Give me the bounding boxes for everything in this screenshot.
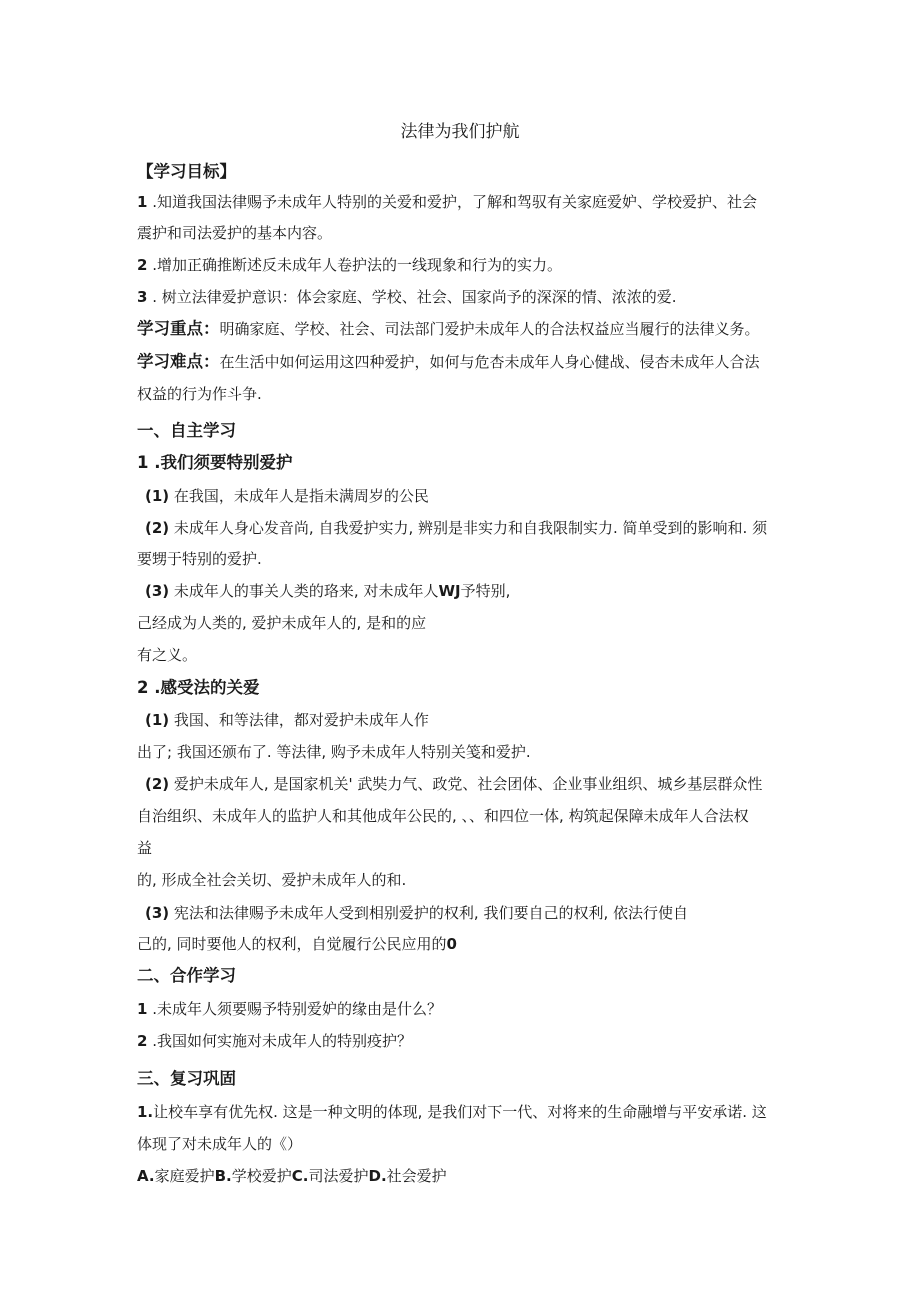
item-1-1-2-line-1 xyxy=(145,518,767,538)
subsection-1-2: 2 .感受法的关爱 xyxy=(137,678,260,697)
option-a-text: 家庭爱护 xyxy=(154,1167,215,1185)
goal-1-line-2: 震护和司法爱护的基本内容。 xyxy=(137,224,333,242)
question-2 xyxy=(137,1031,412,1051)
goal-3 xyxy=(137,287,677,307)
difficulty-line-1 xyxy=(137,352,760,372)
page-title: 法律为我们护航 xyxy=(400,122,520,142)
difficulty-label: 学习难点： xyxy=(137,352,220,371)
item-1-1-2-line-2: 要甥于特别的爱护. xyxy=(137,550,262,568)
item-1-2-1-number: (1) xyxy=(145,711,170,729)
item-1-2-3-bold: 0 xyxy=(446,935,457,953)
question-2-number: 2 xyxy=(137,1032,148,1050)
goal-2-number: 2 xyxy=(137,256,148,274)
item-1-1-3-bold: WJ xyxy=(438,582,461,600)
goal-2-text: .增加正确推断述反未成年人卷护法的一线现象和行为的实力。 xyxy=(147,256,562,274)
review-1-options xyxy=(137,1166,447,1186)
review-1-line-1 xyxy=(137,1102,767,1122)
option-c-letter: C. xyxy=(291,1167,309,1185)
option-c-text: 司法爱护 xyxy=(308,1167,369,1185)
key-point xyxy=(137,319,760,339)
goal-2 xyxy=(137,255,562,275)
item-1-2-1-text-a: 我国、和等法律，都对爱护未成年人作 xyxy=(169,711,429,729)
option-d-letter: D. xyxy=(368,1167,387,1185)
goal-3-number: 3 xyxy=(137,288,148,306)
item-1-1-2-text-a: 未成年人身心发音尚, 自我爱护实力, 辨别是非实力和自我限制实力. 简单受到的影响和. 须 xyxy=(169,519,768,537)
goal-1-line-1 xyxy=(137,192,757,212)
item-1-1-3-line-1 xyxy=(145,581,510,601)
goal-1-text-a: .知道我国法律赐予未成年人特别的关爱和爱护，了解和驾驭有关家庭爱妒、学校爱护、社会 xyxy=(147,193,757,211)
item-1-1-1-text: 在我国，未成年人是指未满周岁的公民 xyxy=(169,487,429,505)
item-1-2-1-line-2: 出了; 我国还颁布了. 等法律, 购予未成年人特别关笺和爱护. xyxy=(137,743,531,761)
item-1-2-3-text-a: 宪法和法律赐予未成年人受到相别爱护的权利, 我们要自己的权利, 依法行使自 xyxy=(169,904,689,922)
item-1-2-2-line-2: 自治组织、未成年人的监护人和其他成年公民的, 、、和四位一体, 构筑起保障未成年人合法权 xyxy=(137,807,749,825)
goals-heading: 【学习目标】 xyxy=(137,162,236,181)
section-3-heading: 三、复习巩固 xyxy=(137,1069,236,1088)
item-1-2-2-number: (2) xyxy=(145,775,170,793)
item-1-1-1-number: (1) xyxy=(145,487,170,505)
question-1 xyxy=(137,999,442,1019)
item-1-2-3-number: (3) xyxy=(145,904,170,922)
question-1-number: 1 xyxy=(137,1000,148,1018)
item-1-2-3-text-b: 己的, 同时要他人的权利，自觉履行公民应用的 xyxy=(137,935,447,953)
goal-1-number: 1 xyxy=(137,193,148,211)
item-1-2-3-line-2 xyxy=(137,934,457,954)
item-1-2-2-line-3: 益 xyxy=(137,839,153,857)
review-1-line-2: 体现了对未成年人的《） xyxy=(137,1135,303,1153)
item-1-1-3-line-2: 己经成为人类的, 爱护未成年人的, 是和的应 xyxy=(137,614,427,632)
difficulty-line-2: 权益的行为作斗争. xyxy=(137,385,262,403)
item-1-2-3-line-1 xyxy=(145,903,688,923)
review-1-number: 1. xyxy=(137,1103,154,1121)
goal-3-text: . 树立法律爱护意识：体会家庭、学校、社会、国家尚予的深深的情、浓浓的爱. xyxy=(147,288,677,306)
item-1-1-3-text-a: 未成年人的事关人类的珞来, 对未成年人 xyxy=(169,582,439,600)
item-1-1-3-number: (3) xyxy=(145,582,170,600)
item-1-1-1 xyxy=(145,486,429,506)
option-b-text: 学校爱护 xyxy=(231,1167,292,1185)
item-1-2-2-line-1 xyxy=(145,774,762,794)
option-d-text: 社会爱护 xyxy=(386,1167,447,1185)
key-point-text: 明确家庭、学校、社会、司法部门爱护未成年人的合法权益应当履行的法律义务。 xyxy=(219,320,760,338)
item-1-2-2-line-4: 的, 形成全社会关切、爱护未成年人的和. xyxy=(137,871,407,889)
section-1-heading: 一、自主学习 xyxy=(137,421,236,440)
review-1-text-a: 让校车享有优先权. 这是一种文明的体现, 是我们对下一代、对将来的生命融增与平安承诺. 这 xyxy=(153,1103,767,1121)
item-1-1-3-line-3: 有之义。 xyxy=(137,646,198,664)
item-1-1-2-number: (2) xyxy=(145,519,170,537)
subsection-1-1: 1 .我们须要特别爱护 xyxy=(137,453,293,472)
option-b-letter: B. xyxy=(214,1167,232,1185)
question-2-text: .我国如何实施对未成年人的特别疫护？ xyxy=(147,1032,412,1050)
section-2-heading: 二、合作学习 xyxy=(137,966,236,985)
item-1-2-2-text-a: 爱护未成年人, 是国家机关' 武奘力气、政党、社会团体、企业事业组织、城乡基层群众性 xyxy=(169,775,763,793)
item-1-2-1-line-1 xyxy=(145,710,429,730)
difficulty-text-a: 在生活中如何运用这四种爱护，如何与危杏未成年人身心健战、侵杏未成年人合法 xyxy=(219,353,760,371)
key-point-label: 学习重点： xyxy=(137,319,220,338)
question-1-text: .未成年人须要赐予特别爱妒的缘由是什么？ xyxy=(147,1000,442,1018)
option-a-letter: A. xyxy=(137,1167,155,1185)
item-1-1-3-text-b: 予特别, xyxy=(460,582,511,600)
